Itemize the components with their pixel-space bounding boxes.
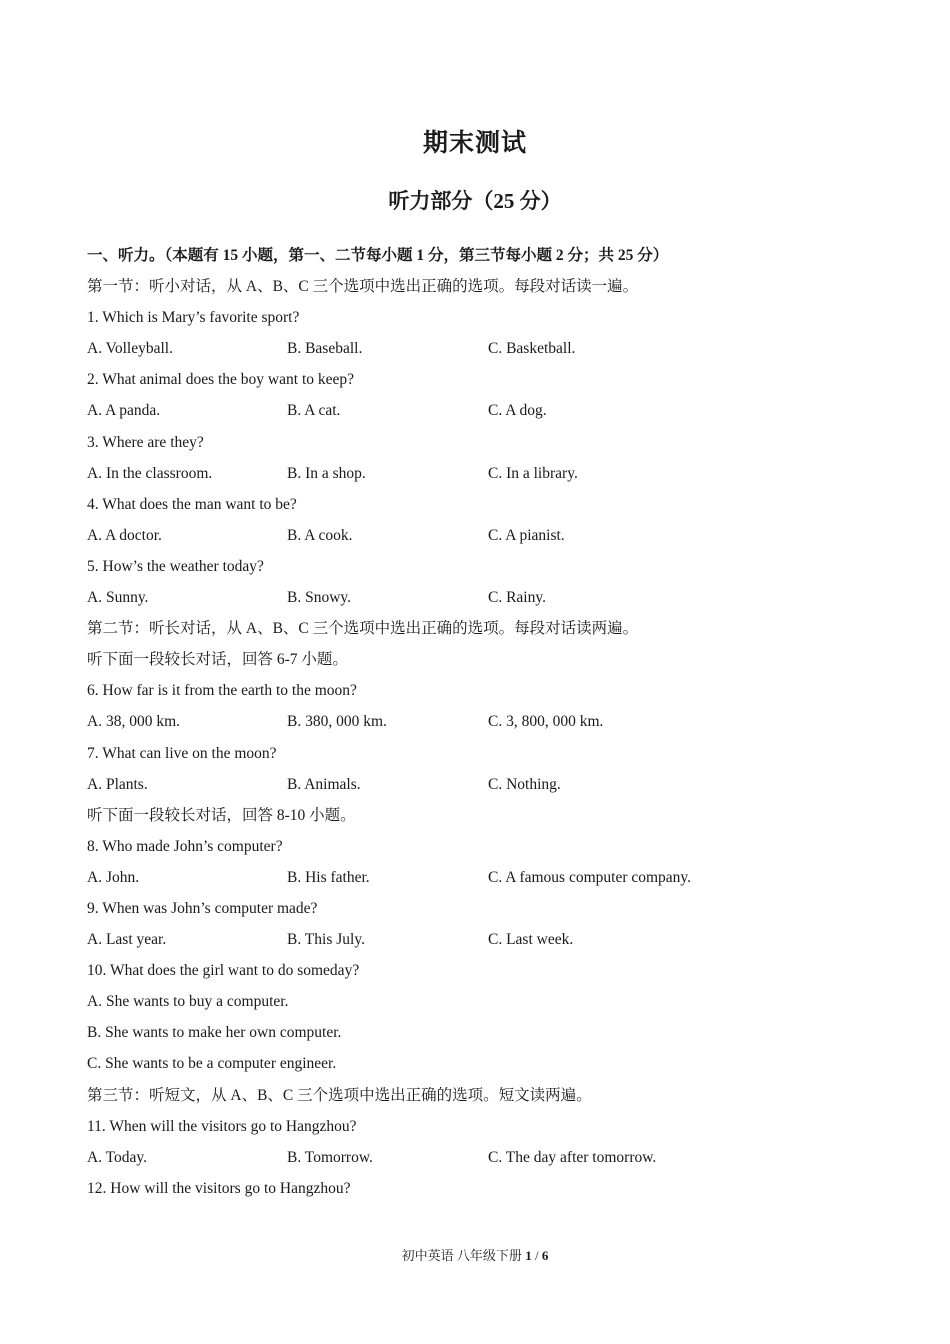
option-11a: A. Today. <box>87 1148 148 1166</box>
section-title: 听力部分（25 分） <box>388 189 562 213</box>
option-11c: C. The day after tomorrow. <box>488 1148 657 1166</box>
option-2a: A. A panda. <box>87 402 161 420</box>
option-4b: B. A cook. <box>287 526 353 544</box>
question-10: 10. What does the girl want to do someday? <box>87 962 360 980</box>
question-2: 2. What animal does the boy want to keep? <box>87 371 355 389</box>
footer-text: 初中英语 八年级下册 <box>401 1248 522 1263</box>
option-9a: A. Last year. <box>87 931 167 949</box>
option-6b: B. 380, 000 km. <box>287 713 387 731</box>
part1-instruction: 第一节：听小对话，从 A、B、C 三个选项中选出正确的选项。每段对话读一遍。 <box>87 278 639 296</box>
option-9b: B. This July. <box>287 931 365 949</box>
option-4c: C. A pianist. <box>488 526 565 544</box>
option-8a: A. John. <box>87 868 140 886</box>
question-6: 6. How far is it from the earth to the moon? <box>87 682 357 700</box>
question-8: 8. Who made John’s computer? <box>87 837 283 855</box>
options-row-3 <box>87 458 887 489</box>
option-6a: A. 38, 000 km. <box>87 713 180 731</box>
question-1: 1. Which is Mary’s favorite sport? <box>87 309 300 327</box>
option-1b: B. Baseball. <box>287 340 363 358</box>
option-6c: C. 3, 800, 000 km. <box>488 713 604 731</box>
option-8c: C. A famous computer company. <box>488 868 692 886</box>
question-4: 4. What does the man want to be? <box>87 495 297 513</box>
question-9: 9. When was John’s computer made? <box>87 899 318 917</box>
options-row-5 <box>87 582 887 613</box>
options-row-1 <box>87 333 887 364</box>
part2-instruction: 第二节：听长对话，从 A、B、C 三个选项中选出正确的选项。每段对话读两遍。 <box>87 620 639 638</box>
option-5a: A. Sunny. <box>87 589 149 607</box>
option-5c: C. Rainy. <box>488 589 546 607</box>
options-row-7 <box>87 769 887 800</box>
part3-instruction: 第三节：听短文，从 A、B、C 三个选项中选出正确的选项。短文读两遍。 <box>87 1086 592 1104</box>
question-5: 5. How’s the weather today? <box>87 557 264 575</box>
option-5b: B. Snowy. <box>287 589 352 607</box>
question-3: 3. Where are they? <box>87 433 204 451</box>
page-separator: / <box>534 1248 539 1263</box>
part2-note-1: 听下面一段较长对话，回答 6-7 小题。 <box>87 651 348 669</box>
option-3c: C. In a library. <box>488 464 578 482</box>
question-7: 7. What can live on the moon? <box>87 744 277 762</box>
exam-content <box>87 240 887 1204</box>
option-7c: C. Nothing. <box>488 775 561 793</box>
option-9c: C. Last week. <box>488 931 574 949</box>
page-number: 1 <box>525 1248 532 1263</box>
option-3a: A. In the classroom. <box>87 464 213 482</box>
option-10b: B. She wants to make her own computer. <box>87 1024 342 1042</box>
option-1c: C. Basketball. <box>488 340 576 358</box>
part2-note-2: 听下面一段较长对话，回答 8-10 小题。 <box>87 806 356 824</box>
options-row-11 <box>87 1142 887 1173</box>
option-7b: B. Animals. <box>287 775 361 793</box>
options-row-4 <box>87 520 887 551</box>
option-3b: B. In a shop. <box>287 464 366 482</box>
page-title: 期末测试 <box>422 130 527 157</box>
options-row-6 <box>87 706 887 737</box>
option-7a: A. Plants. <box>87 775 148 793</box>
option-2b: B. A cat. <box>287 402 341 420</box>
section-heading: 一、听力。（本题有 15 小题，第一、二节每小题 1 分，第三节每小题 2 分；共 25 分） <box>87 247 669 264</box>
option-1a: A. Volleyball. <box>87 340 173 358</box>
question-11: 11. When will the visitors go to Hangzhou? <box>87 1117 357 1135</box>
option-2c: C. A dog. <box>488 402 547 420</box>
options-row-8 <box>87 862 887 893</box>
page-footer <box>0 1245 950 1264</box>
page-total: 6 <box>541 1248 549 1263</box>
options-row-2 <box>87 395 887 426</box>
options-row-9 <box>87 924 887 955</box>
option-10c: C. She wants to be a computer engineer. <box>87 1055 337 1073</box>
option-8b: B. His father. <box>287 868 370 886</box>
question-12: 12. How will the visitors go to Hangzhou? <box>87 1179 351 1197</box>
option-10a: A. She wants to buy a computer. <box>87 993 289 1011</box>
option-11b: B. Tomorrow. <box>287 1148 373 1166</box>
option-4a: A. A doctor. <box>87 526 162 544</box>
